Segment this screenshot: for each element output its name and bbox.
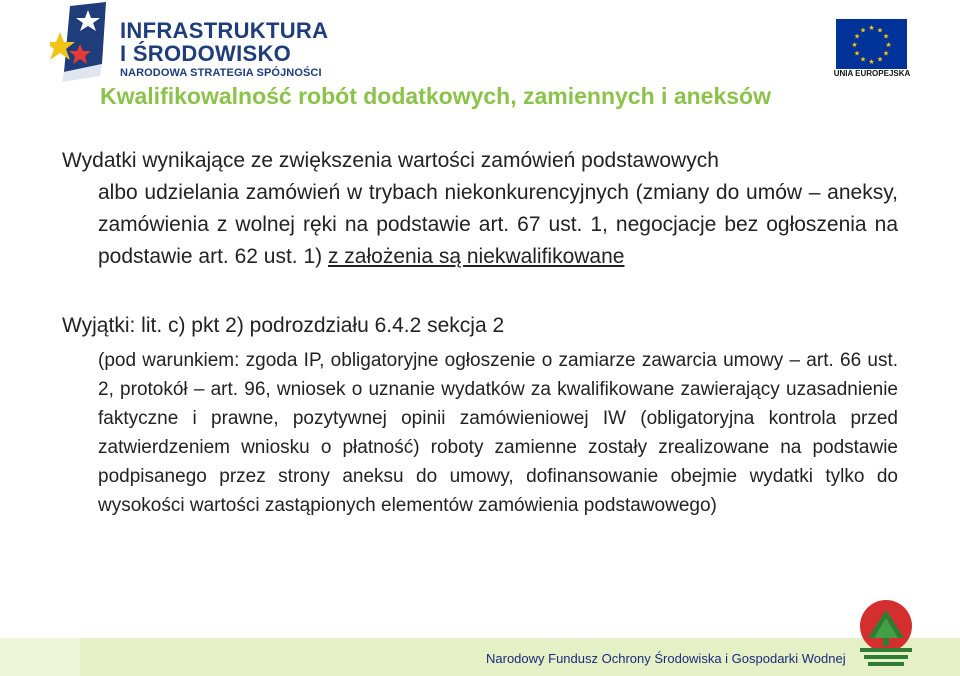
paragraph-expenses-line1: Wydatki wynikające ze zwiększenia wartości zamówień podstawowych bbox=[62, 149, 719, 172]
paragraph-expenses-body bbox=[62, 177, 898, 273]
svg-text:★: ★ bbox=[851, 41, 858, 49]
svg-text:★: ★ bbox=[853, 49, 861, 58]
svg-text:★: ★ bbox=[876, 26, 884, 35]
page-title: Kwalifikowalność robót dodatkowych, zamiennych i aneksów bbox=[100, 83, 771, 109]
paragraph-exceptions: Wyjątki: lit. c) pkt 2) podrozdziału 6.4.2 sekcja 2 bbox=[62, 314, 505, 337]
brand-line-3: NARODOWA STRATEGIA SPÓJNOŚCI bbox=[120, 67, 322, 79]
brand-block bbox=[120, 20, 328, 81]
svg-text:★: ★ bbox=[853, 32, 861, 41]
nfosigw-logo-icon bbox=[852, 598, 920, 670]
svg-text:★: ★ bbox=[868, 58, 875, 66]
infrastruktura-logo-icon bbox=[50, 2, 112, 82]
paragraph-expenses bbox=[62, 145, 898, 273]
svg-text:★: ★ bbox=[882, 32, 890, 41]
brand-line-2: I ŚRODOWISKO bbox=[120, 41, 292, 66]
paragraph-expenses-continuation: albo udzielania zamówień w trybach niekonkurencyjnych (zmiany do umów – aneksy, zamówienia z wolnej ręki na podstawie art. 67 ust. 1, negocjacje bez ogłoszenia na podstawie art. 62 ust. 1) bbox=[98, 181, 898, 268]
footer-text: Narodowy Fundusz Ochrony Środowiska i Gospodarki Wodnej bbox=[486, 651, 846, 666]
svg-text:★: ★ bbox=[868, 24, 875, 32]
svg-text:★: ★ bbox=[882, 49, 890, 58]
eu-label: UNIA EUROPEJSKA bbox=[833, 69, 911, 78]
paragraph-expenses-conclusion: z założenia są niekwalifikowane bbox=[327, 245, 625, 268]
svg-text:★: ★ bbox=[876, 55, 884, 64]
svg-text:★: ★ bbox=[859, 26, 867, 35]
paragraph-conditions: (pod warunkiem: zgoda IP, obligatoryjne ogłoszenie o zamiarze zawarcia umowy – art. 66 ust. 2, protokół – art. 96, wniosek o uznanie wydatków za kwalifikowane zawierający uzasadnienie faktyczne i prawne, pozytywnej opinii zamówieniowej IW (obligatoryjna kontrola przed zatwierdzeniem wniosku o płatność) roboty zamienne zostały zrealizowane na podstawie podpisanego przez strony aneksu do umowy, dofinansowanie obejmie wydatki tylko do wysokości wartości zastąpionych elementów zamówienia podstawowego) bbox=[98, 350, 898, 516]
footer-strip bbox=[0, 638, 80, 676]
svg-text:★: ★ bbox=[885, 41, 892, 49]
brand-line-1: INFRASTRUKTURA bbox=[120, 18, 329, 43]
svg-text:★: ★ bbox=[859, 55, 867, 64]
eu-flag-icon bbox=[836, 19, 907, 69]
